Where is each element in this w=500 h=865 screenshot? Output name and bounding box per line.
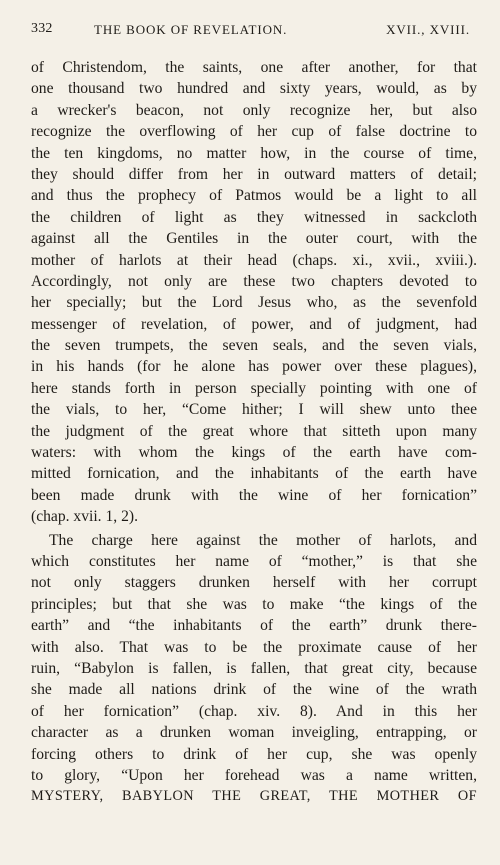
book-title: THE BOOK OF REVELATION. [94,22,288,37]
text-line: The charge here against the mother of harlots, and [49,531,477,549]
paragraph-2 [31,530,477,808]
page-number: 332 [31,21,53,36]
text-line: (chap. xvii. 1, 2). [31,508,138,526]
text-line: recognize the overflowing of her cup of false doctrine to [31,123,477,141]
text-line: to glory, “Upon her forehead was a name written, [31,766,477,784]
text-line: mitted fornication, and the inhabitants of the earth have [31,465,477,483]
text-line: the judgment of the great whore that sitteth upon many [31,422,477,440]
text-line: waters: with whom the kings of the earth have com- [31,444,477,462]
text-line: MYSTERY, BABYLON THE GREAT, THE MOTHER OF [31,788,477,805]
text-line: with also. That was to be the proximate cause of her [31,638,477,656]
text-line: the ten kingdoms, no matter how, in the course of time, [31,144,477,162]
text-line: her specially; but the Lord Jesus who, as the sevenfold [31,294,477,312]
text-line: and thus the prophecy of Patmos would be a light to all [31,187,477,205]
text-line: the children of light as they witnessed in sackcloth [31,208,477,226]
text-line: not only staggers drunken herself with her corrupt [31,574,477,592]
text-line: of Christendom, the saints, one after another, for that [31,59,477,76]
text-line: in his hands (for he alone has power over these plagues), [31,358,477,376]
text-line: principles; but that she was to make “the kings of the [31,595,477,613]
body-text [31,57,477,808]
running-head [31,21,470,43]
text-line: the vials, to her, “Come hither; I will shew unto thee [31,401,477,419]
text-line: forcing others to drink of her cup, she was openly [31,745,477,763]
paragraph-1 [31,57,477,528]
text-line: the seven trumpets, the seven seals, and the seven vials, [31,337,477,355]
text-line: a wrecker's beacon, not only recognize her, but also [31,101,477,119]
text-line: mother of harlots at their head (chaps. xi., xvii., xviii.). [31,251,477,269]
text-line: here stands forth in person specially pointing with one of [31,379,477,397]
text-line: one thousand two hundred and sixty years, would, as by [31,80,477,98]
text-line: been made drunk with the wine of her fornication” [31,486,477,504]
text-line: earth” and “the inhabitants of the earth” drunk there- [31,617,477,635]
text-line: of her fornication” (chap. xiv. 8). And in this her [31,702,477,720]
text-line: ruin, “Babylon is fallen, is fallen, that great city, because [31,659,477,677]
text-line: which constitutes her name of “mother,” is that she [31,552,477,570]
text-line: they should differ from her in outward matters of detail; [31,165,477,183]
chapter-reference: XVII., XVIII. [386,22,470,37]
text-line: Accordingly, not only are these two chapters devoted to [31,272,477,290]
text-line: against all the Gentiles in the outer court, with the [31,230,477,248]
text-line: she made all nations drink of the wine of the wrath [31,681,477,699]
text-line: character as a drunken woman inveigling, entrapping, or [31,724,477,742]
text-line: messenger of revelation, of power, and of judgment, had [31,315,477,333]
